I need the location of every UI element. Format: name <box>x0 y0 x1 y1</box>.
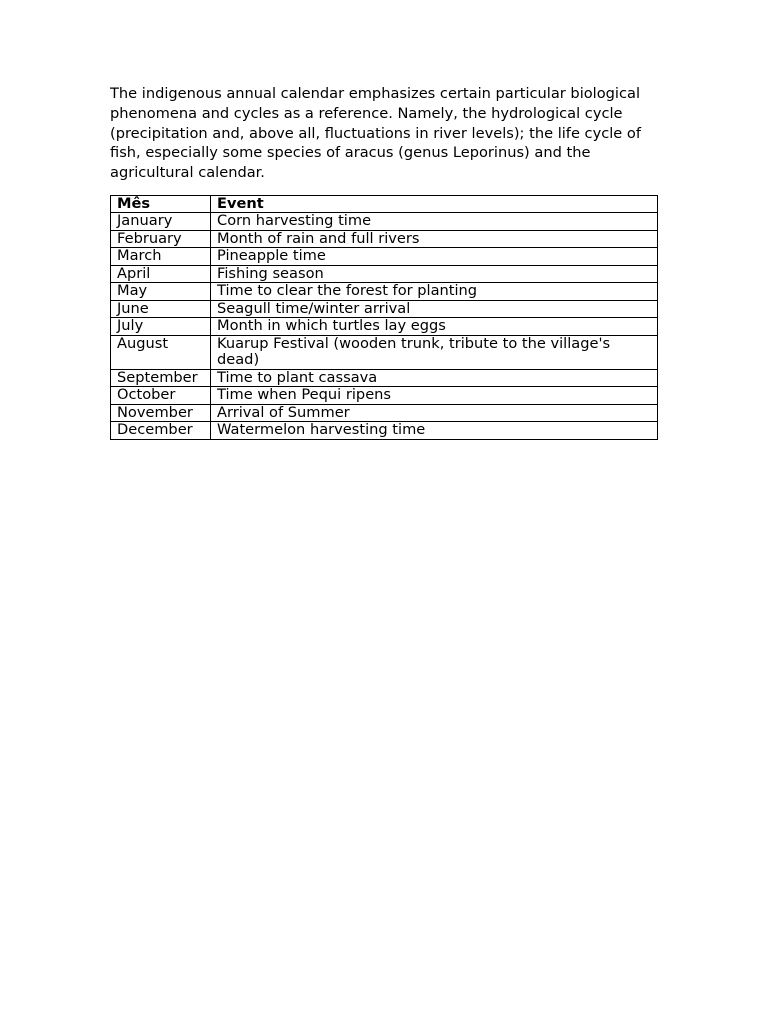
event-cell: Kuarup Festival (wooden trunk, tribute to the village's dead) <box>211 335 658 369</box>
event-cell: Watermelon harvesting time <box>211 422 658 440</box>
table-row <box>111 404 658 422</box>
event-cell: Time to clear the forest for planting <box>211 283 658 301</box>
table-row <box>111 213 658 231</box>
month-cell: August <box>111 335 211 369</box>
month-cell: April <box>111 265 211 283</box>
table-row <box>111 230 658 248</box>
table-row <box>111 369 658 387</box>
month-cell: December <box>111 422 211 440</box>
month-cell: June <box>111 300 211 318</box>
month-cell: September <box>111 369 211 387</box>
document-page <box>110 84 658 440</box>
event-cell: Arrival of Summer <box>211 404 658 422</box>
table-row <box>111 300 658 318</box>
header-event: Event <box>211 195 658 213</box>
event-cell: Pineapple time <box>211 248 658 266</box>
table-row <box>111 318 658 336</box>
event-cell: Month of rain and full rivers <box>211 230 658 248</box>
month-cell: November <box>111 404 211 422</box>
month-cell: October <box>111 387 211 405</box>
table-row <box>111 335 658 369</box>
month-cell: May <box>111 283 211 301</box>
table-row <box>111 248 658 266</box>
month-cell: July <box>111 318 211 336</box>
event-cell: Seagull time/winter arrival <box>211 300 658 318</box>
event-cell: Time to plant cassava <box>211 369 658 387</box>
table-row <box>111 387 658 405</box>
event-cell: Fishing season <box>211 265 658 283</box>
table-row <box>111 265 658 283</box>
event-cell: Time when Pequi ripens <box>211 387 658 405</box>
table-row <box>111 422 658 440</box>
month-cell: March <box>111 248 211 266</box>
table-row <box>111 283 658 301</box>
month-cell: January <box>111 213 211 231</box>
table-header-row <box>111 195 658 213</box>
intro-paragraph: The indigenous annual calendar emphasizes certain particular biological phenomena and cycles as a reference. Namely, the hydrological cycle (precipitation and, above all, fluctuations in river levels); the life cycle of fish, especially some species of aracus (genus Leporinus) and the agricultural calendar. <box>110 85 641 182</box>
calendar-table <box>110 195 658 440</box>
header-month: Mês <box>111 195 211 213</box>
event-cell: Month in which turtles lay eggs <box>211 318 658 336</box>
month-cell: February <box>111 230 211 248</box>
event-cell: Corn harvesting time <box>211 213 658 231</box>
